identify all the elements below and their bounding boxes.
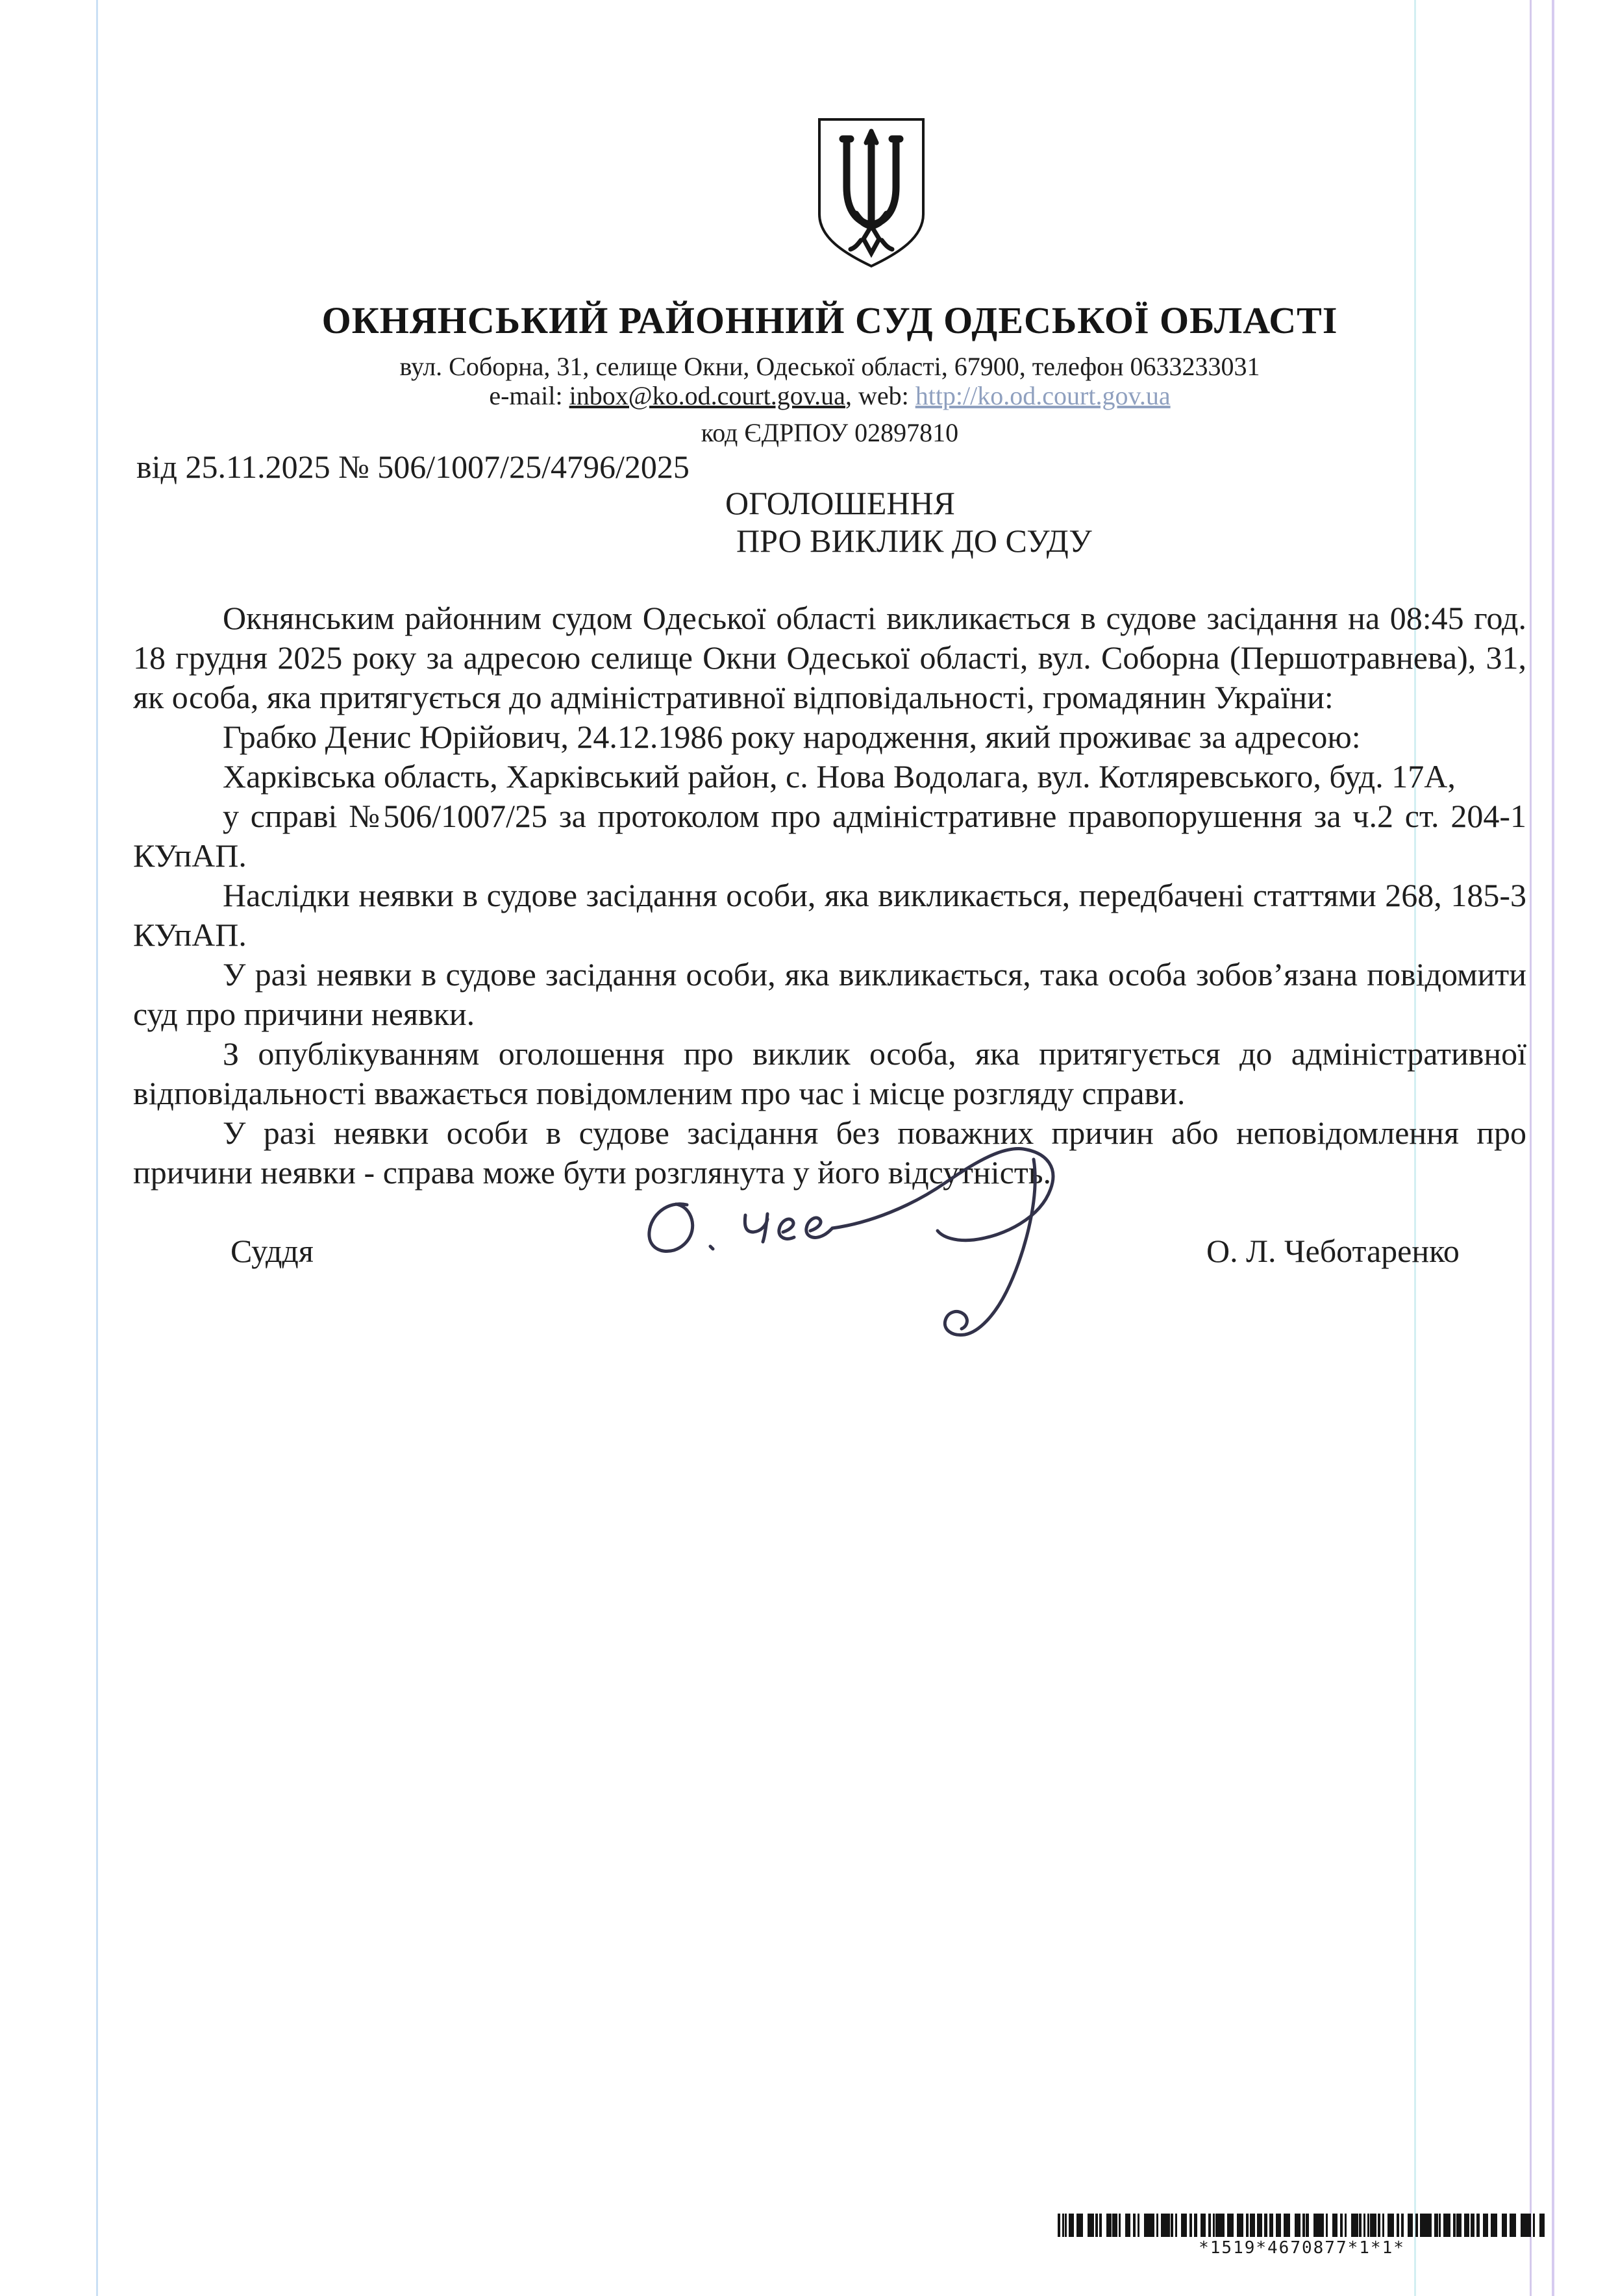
document-title-line1: ОГОЛОШЕННЯ — [725, 485, 955, 521]
email-link[interactable]: inbox@ko.od.court.gov.ua — [569, 381, 845, 410]
body-paragraph: У разі неявки особи в судове засідання без поважних причин або неповідомлення про причини неявки - справа може бути розглянута у його відсутність. — [133, 1115, 1526, 1191]
document-body — [133, 599, 1526, 1192]
web-label: , web: — [845, 381, 915, 410]
barcode-text: *1519*4670877*1*1* — [1199, 2238, 1405, 2258]
edrpou-code-line: код ЄДРПОУ 02897810 — [701, 418, 959, 447]
judge-name: О. Л. Чеботаренко — [1206, 1233, 1460, 1269]
body-paragraph: у справі №506/1007/25 за протоколом про адміністративне правопорушення за ч.2 ст. 204-1 КУпАП. — [133, 798, 1526, 874]
body-paragraph: З опублікуванням оголошення про виклик особа, яка притягується до адміністративної відповідальності вважається повідомленим про час і місце розгляду справи. — [133, 1035, 1526, 1111]
website-link[interactable]: http://ko.od.court.gov.ua — [915, 381, 1171, 410]
email-label: e-mail: — [489, 381, 569, 410]
court-address-line: вул. Соборна, 31, селище Окни, Одеської області, 67900, телефон 0633233031 — [399, 352, 1260, 381]
judge-signature — [623, 1129, 1104, 1357]
document-title-line2: ПРО ВИКЛИК ДО СУДУ — [736, 523, 1092, 559]
body-paragraph: Харківська область, Харківський район, с. Нова Водолага, вул. Котляревського, буд. 17А, — [223, 758, 1456, 795]
scanner-artifact-line — [1552, 0, 1554, 2296]
barcode — [1058, 2214, 1546, 2237]
body-paragraph: Грабко Денис Юрійович, 24.12.1986 року народження, який проживає за адресою: — [223, 719, 1361, 755]
judge-role-label: Суддя — [230, 1233, 314, 1269]
ukraine-coat-of-arms-emblem — [815, 117, 927, 269]
scanner-artifact-line — [96, 0, 98, 2296]
body-paragraph: Окнянським районним судом Одеської області викликається в судове засідання на 08:45 год. 18 грудня 2025 року за адресою селище Окни Одеської області, вул. Соборна (Першотравнева), 31, як особа, яка притягується до адміністративної відповідальності, громадянин України: — [133, 600, 1526, 715]
document-date-number-line: від 25.11.2025 № 506/1007/25/4796/2025 — [136, 449, 690, 485]
body-paragraph: У разі неявки в судове засідання особи, яка викликається, така особа зобов’язана повідомити суд про причини неявки. — [133, 956, 1526, 1032]
body-paragraph: Наслідки неявки в судове засідання особи, яка викликається, передбачені статтями 268, 185-3 КУпАП. — [133, 877, 1526, 953]
scanner-artifact-line — [1530, 0, 1532, 2296]
court-name-heading: ОКНЯНСЬКИЙ РАЙОННИЙ СУД ОДЕСЬКОЇ ОБЛАСТІ — [321, 299, 1338, 341]
court-contact-line — [133, 380, 1526, 411]
